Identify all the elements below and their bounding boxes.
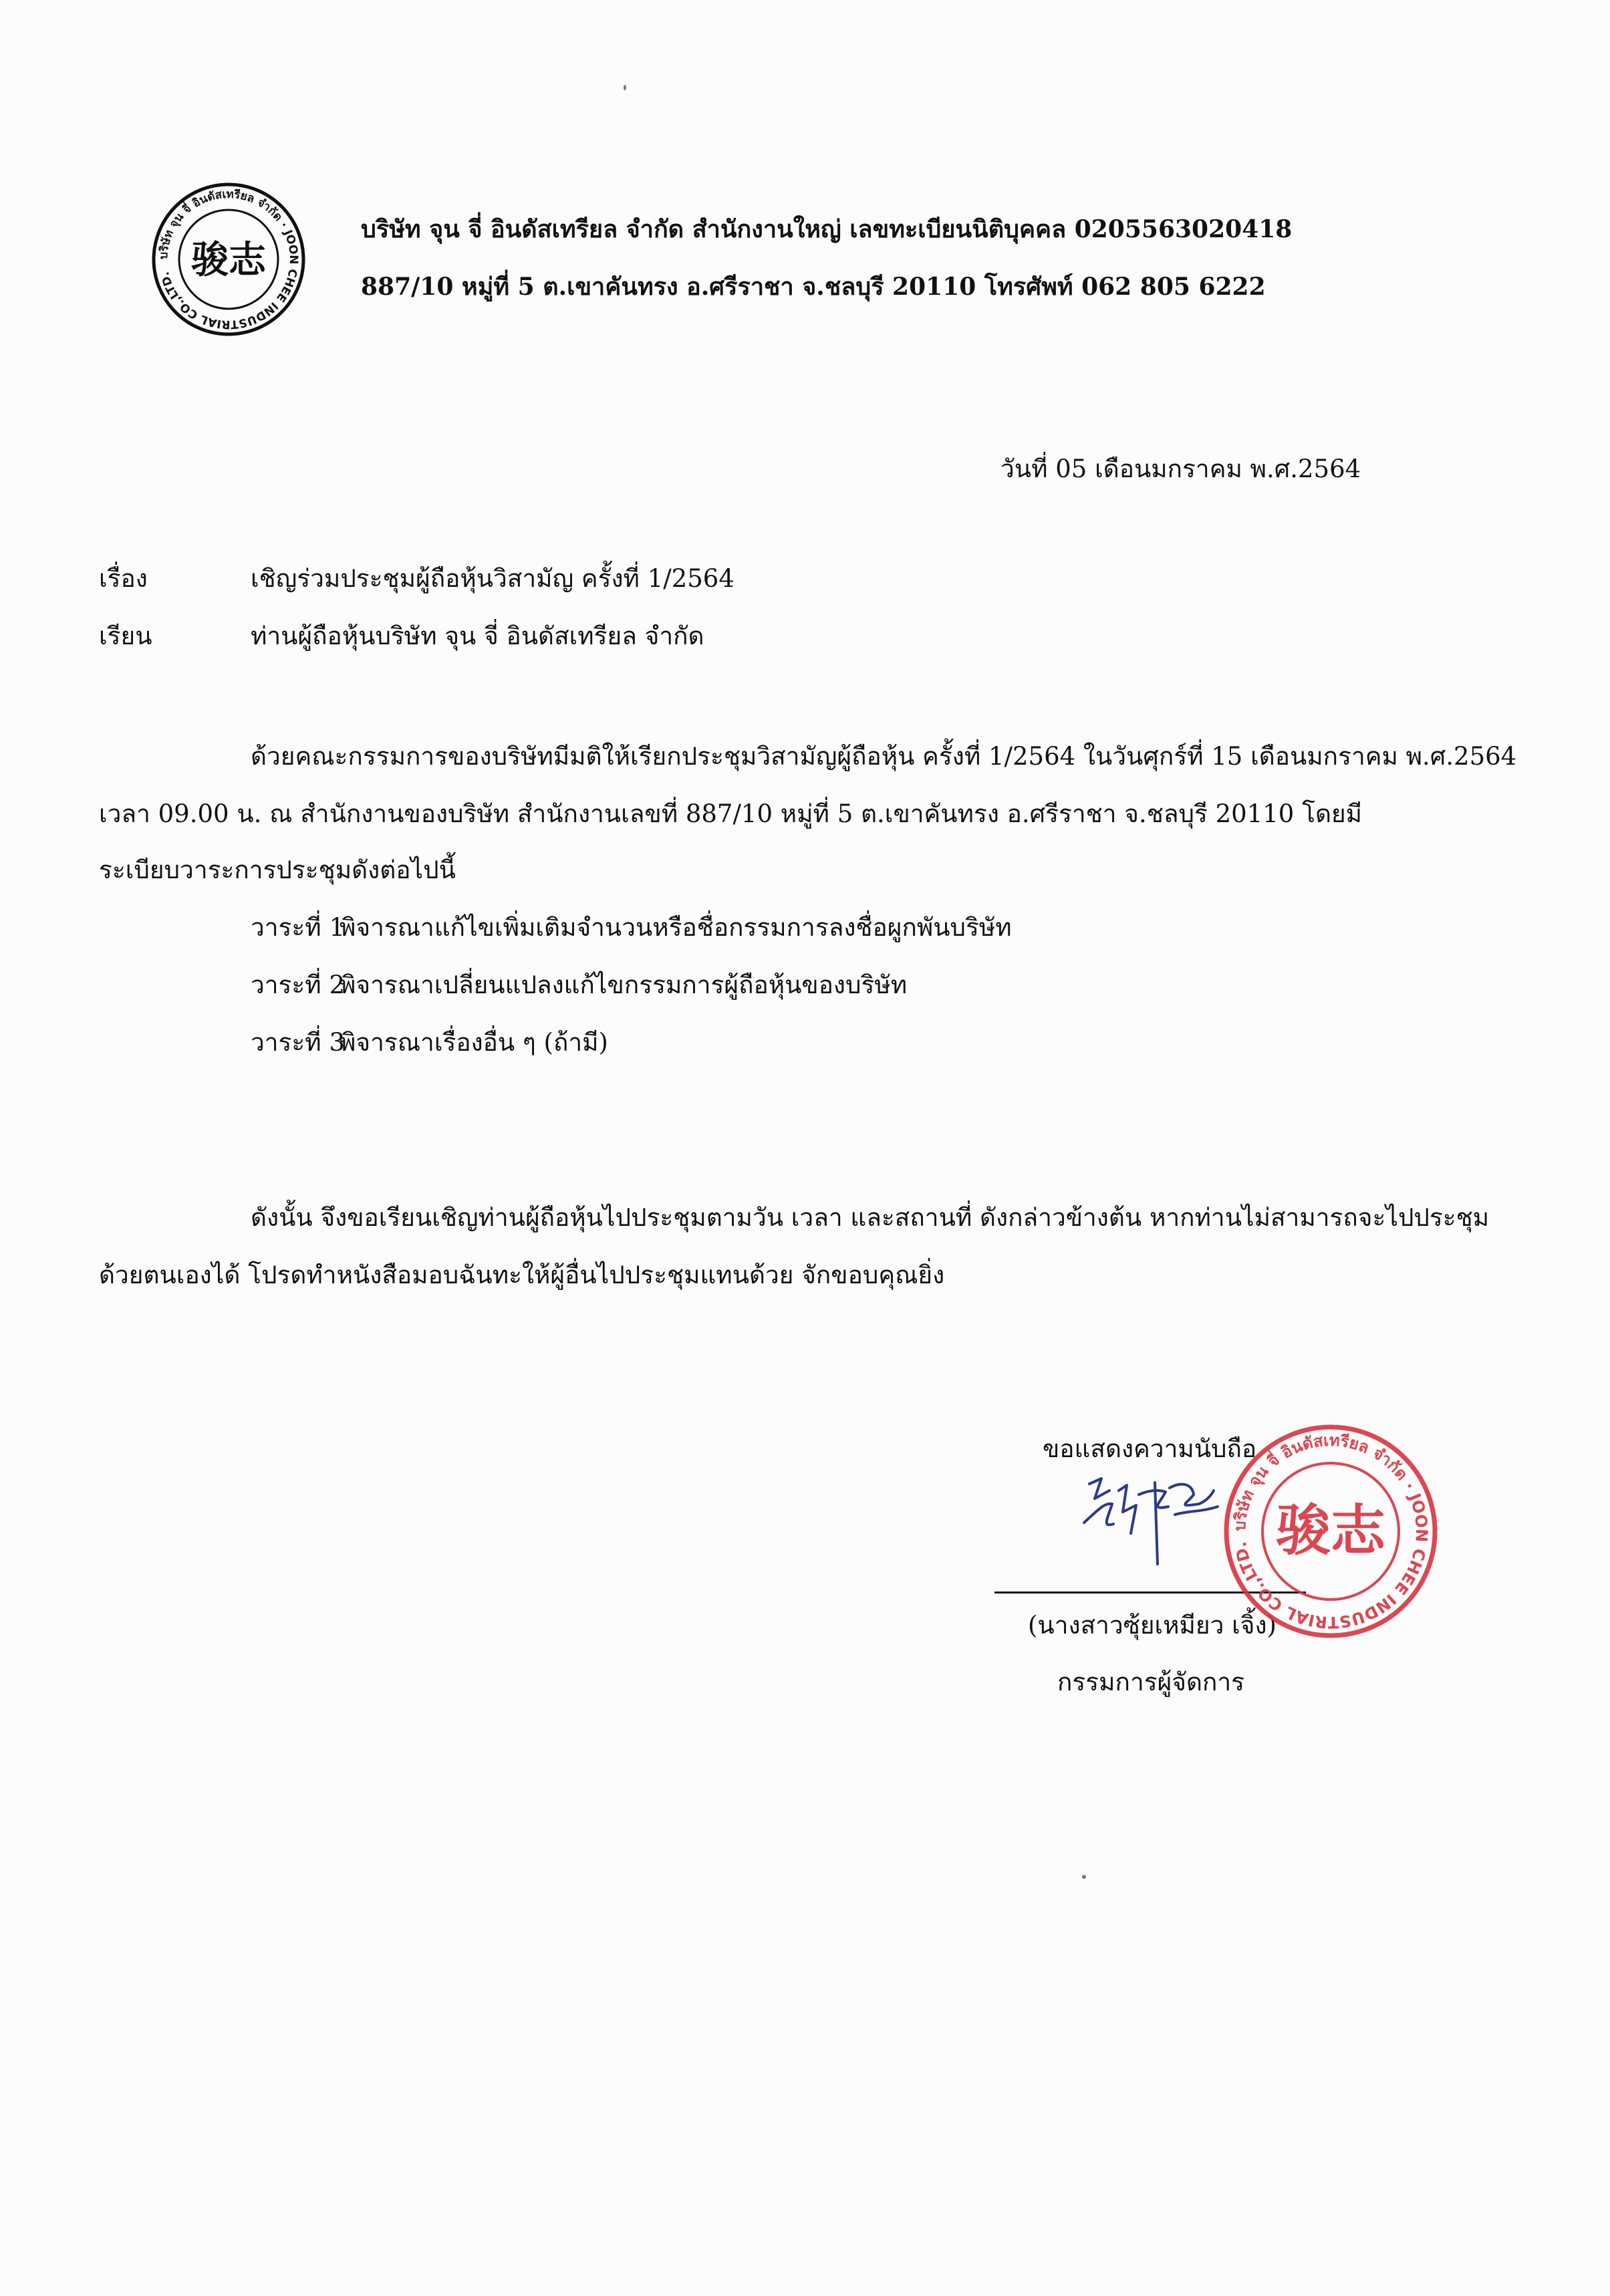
- paragraph-1-line-2: เวลา 09.00 น. ณ สำนักงานของบริษัท สำนักงานเลขที่ 887/10 หมู่ที่ 5 ต.เขาคันทรง อ.ศรีราชา จ.ชลบุรี 20110 โดยมี: [99, 799, 1363, 828]
- address-line: 887/10 หมู่ที่ 5 ต.เขาคันทรง อ.ศรีราชา จ.ชลบุรี 20110 โทรศัพท์ 062 805 6222: [361, 273, 1266, 301]
- signatory-title: กรรมการผู้จัดการ: [1057, 1668, 1245, 1696]
- agenda-item-1-label: วาระที่ 1: [251, 913, 345, 942]
- agenda-item-2-label: วาระที่ 2: [251, 971, 345, 999]
- paragraph-2-line-1: ดังนั้น จึงขอเรียนเชิญท่านผู้ถือหุ้นไปประชุมตามวัน เวลา และสถานที่ ดังกล่าวข้างต้น หากท่านไม่สามารถจะไปประชุม: [251, 1203, 1490, 1232]
- paragraph-1-line-3: ระเบียบวาระการประชุมดังต่อไปนี้: [99, 856, 456, 884]
- agenda-item-2-text: พิจารณาเปลี่ยนแปลงแก้ไขกรรมการผู้ถือหุ้นของบริษัท: [340, 971, 908, 999]
- agenda-item-3-label: วาระที่ 3: [251, 1028, 345, 1057]
- subject-text: เชิญร่วมประชุมผู้ถือหุ้นวิสามัญ ครั้งที่ 1/2564: [251, 564, 734, 593]
- seal-ring-text: บริษัท จุน จี่ อินดัสเทรียล จำกัด · JOON CHEE INDUSTRIAL CO.,LTD.: [1230, 1430, 1432, 1632]
- logo-chars: 骏志: [191, 239, 266, 282]
- seal-chars: 骏志: [1275, 1499, 1386, 1563]
- agenda-item-3-text: พิจารณาเรื่องอื่น ๆ (ถ้ามี): [340, 1028, 608, 1057]
- agenda-item-1-text: พิจารณาแก้ไขเพิ่มเติมจำนวนหรือชื่อกรรมการลงชื่อผูกพันบริษัท: [340, 913, 1012, 942]
- signatory-name: (นางสาวซุ้ยเหมียว เจิ้ง): [1028, 1611, 1277, 1640]
- to-label: เรียน: [99, 622, 152, 650]
- logo-ring-text: บริษัท จุน จี่ อินดัสเทรียล จำกัด · JOON CHEE INDUSTRIAL CO.,LTD.: [156, 187, 301, 332]
- paragraph-1-line-1: ด้วยคณะกรรมการของบริษัทมีมติให้เรียกประชุมวิสามัญผู้ถือหุ้น ครั้งที่ 1/2564 ในวันศุกร์ที่ 15 เดือนมกราคม พ.ศ.2564: [251, 742, 1517, 771]
- subject-label: เรื่อง: [99, 564, 148, 593]
- company-seal: [1220, 1421, 1441, 1642]
- company-line: บริษัท จุน จี่ อินดัสเทรียล จำกัด สำนักงานใหญ่ เลขทะเบียนนิติบุคคล 0205563020418: [361, 215, 1293, 243]
- scan-speck: [624, 85, 626, 90]
- letter-date: วันที่ 05 เดือนมกราคม พ.ศ.2564: [1000, 455, 1361, 483]
- closing-regards: ขอแสดงความนับถือ: [1043, 1434, 1257, 1463]
- paragraph-2-line-2: ด้วยตนเองได้ โปรดทำหนังสือมอบฉันทะให้ผู้อื่นไปประชุมแทนด้วย จักขอบคุณยิ่ง: [99, 1261, 945, 1289]
- company-logo: [148, 179, 309, 340]
- scan-speck: [1082, 1875, 1086, 1879]
- to-text: ท่านผู้ถือหุ้นบริษัท จุน จี่ อินดัสเทรียล จำกัด: [251, 622, 704, 650]
